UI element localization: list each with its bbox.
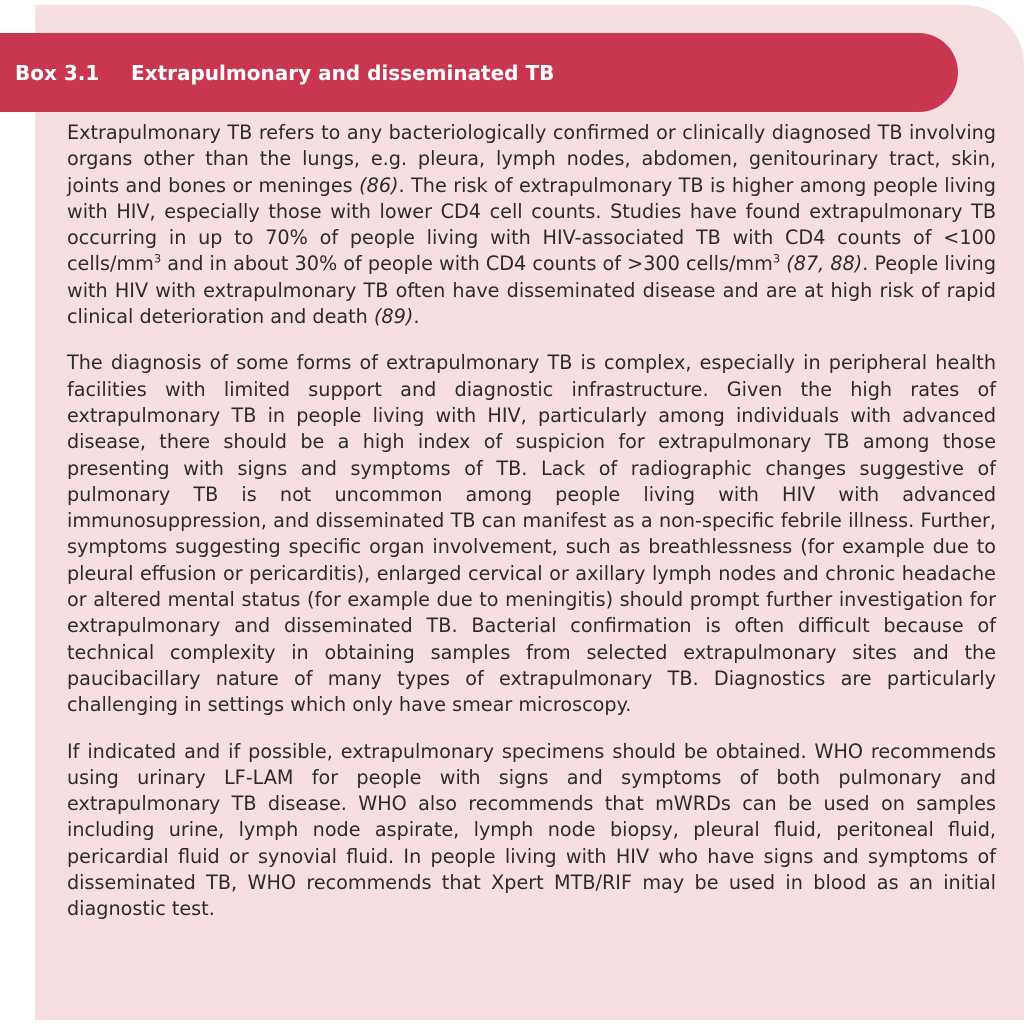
- paragraph-1: [67, 120, 996, 330]
- box-label: Box 3.1: [15, 60, 100, 85]
- paragraph-3: If indicated and if possible, extrapulmonary specimens should be obtained. WHO recommends using urinary LF-LAM for people with signs and symptoms of both pulmonary and extrapulmonary TB disease. WHO also recommends that mWRDs can be used on samples including urine, lymph node aspirate, lymph node biopsy, pleural fluid, peritoneal fluid, pericardial fluid or synovial fluid. In people living with HIV who have signs and symptoms of disseminated TB, WHO recommends that Xpert MTB/RIF may be used in blood as an initial diagnostic test.: [67, 739, 996, 921]
- paragraph-2: The diagnosis of some forms of extrapulmonary TB is complex, especially in peripheral health facilities with limited support and diagnostic infrastructure. Given the high rates of extrapulmonary TB in people living with HIV, particularly among individuals with advanced disease, there should be a high index of suspicion for extrapulmonary TB among those presenting with signs and symptoms of TB. Lack of radiographic changes suggestive of pulmonary TB is not uncommon among people living with HIV with advanced immunosuppression, and disseminated TB can manifest as a non-specific febrile illness. Further, symptoms suggesting specific organ involvement, such as breathlessness (for example due to pleural effusion or pericarditis), enlarged cervical or axillary lymph nodes and chronic headache or altered mental status (for example due to meningitis) should prompt further investigation for extrapulmonary and disseminated TB. Bacterial confirmation is often difficult because of technical complexity in obtaining samples from selected extrapulmonary sites and the paucibacillary nature of many types of extrapulmonary TB. Diagnostics are particularly challenging in settings which only have smear microscopy.: [67, 351, 996, 717]
- p1-text-e: .: [413, 305, 420, 329]
- superscript-3: 3: [153, 252, 162, 267]
- citation-87-88: (87, 88): [786, 252, 863, 276]
- box-content: [67, 120, 996, 943]
- superscript-3: 3: [772, 252, 781, 267]
- box-title: Extrapulmonary and disseminated TB: [131, 60, 555, 85]
- p1-text-b: . The risk of extrapulmonary TB is higher among people living with HIV, especially those with lower CD4 cell counts. Studies have found extrapulmonary TB occurring in up to 70% of people living with HIV-associated TB with CD4 counts of <100 cells/mm: [67, 173, 996, 276]
- box-header: [0, 33, 958, 112]
- p1-text-d: . People living with HIV with extrapulmonary TB often have disseminated disease and are at high risk of rapid clinical deterioration and death: [67, 252, 997, 329]
- p1-text-c: and in about 30% of people with CD4 counts of >300 cells/mm: [161, 252, 773, 276]
- citation-86: (86): [359, 173, 399, 197]
- citation-89: (89): [373, 305, 414, 329]
- p1-text-a: Extrapulmonary TB refers to any bacteriologically confirmed or clinically diagnosed TB involving organs other than the lungs, e.g. pleura, lymph nodes, abdomen, genitourinary tract, skin, joints and bones or meninges: [67, 121, 996, 197]
